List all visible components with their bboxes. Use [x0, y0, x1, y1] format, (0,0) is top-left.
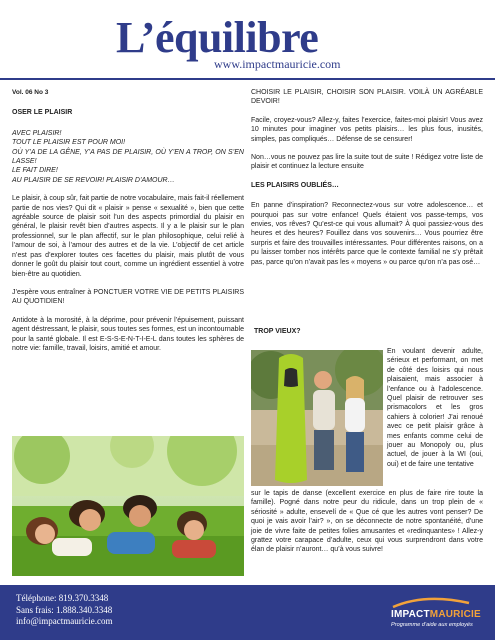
intro-line: AVEC PLAISIR! — [12, 129, 62, 137]
wrapped-paragraph: En voulant devenir adulte, sérieux et performant, on met de côté des loisirs qui nous plaisaient, mais associer à l’enfance ou à l’adolescence. Quel plaisir de retrouver ses prismacolors et les gros cahiers à colorier! J’ai renoué avec ce petit plaisir grâce à mes enfants comme celui de jouer au Monopoly ou, plus actuel, de jouer à la WI (oui, oui) et de faire une tentative — [387, 348, 483, 468]
email-link[interactable]: info@impactmauricie.com — [16, 616, 113, 626]
masthead-rule — [0, 78, 495, 80]
intro-quotes — [12, 129, 244, 185]
logo-arc-icon — [385, 595, 485, 609]
kayak-photo — [251, 350, 383, 486]
intro-line: AU PLAISIR DE SE REVOIR! PLAISIR D’AMOUR… — [12, 176, 175, 184]
right-column — [251, 88, 483, 276]
paragraph: sur le tapis de danse (excellent exercice en plus de faire rire toute la famille). Pogné dans notre peur du ridicule, dans un trop plein de « sériosité » adulte, ensevelí de « Que cé que les autres vont penser? De quoi je vais avoir l’air? », on se déconnecte de notre spontanéité, d’une joie de vivre faite de petites folies amusantes et «redinquantes» ! Allez-y grattez votre carapace d’adulte, ceux qui vous surprendront dans votre élan de plaisir n’auront… qu’à vous suivre! — [251, 490, 483, 554]
paragraph: En panne d’inspiration? Reconnectez-vous sur votre adolescence… et pourquoi pas sur votre enfance! Quels étaient vos passe-temps, vos envies, vos rêves? Qu’est-ce qui vous allumait? À quoi passiez-vous des heures et des heures? Fouillez dans vos souvenirs… Vous pourriez être surpris et faire des trouvailles intéressantes. Pour différentes raisons, on a pu laisser tomber nos intérêts parce que le contexte familial ne s’y prêtait pas, parce qu’on n’avait pas les « moyens » ou parce qu’on n’a pas osé… — [251, 202, 483, 266]
paragraph: J’espère vous entraîner à PONCTUER VOTRE VIE DE PETITS PLAISIRS AU QUOTIDIEN! — [12, 288, 244, 306]
section-heading: LES PLAISIRS OUBLIÉS… — [251, 181, 339, 189]
paragraph: Facile, croyez-vous? Allez-y, faites l’exercice, faites-moi plaisir! Vous avez 10 minutes pour imaginer vos petits plaisirs… les plus fous, inusités, simples, pas compliqués… Défense de se censurer! — [251, 116, 483, 143]
paragraph: Non…vous ne pouvez pas lire la suite tout de suite ! Rédigez votre liste de plaisir et continuez la lecture ensuite — [251, 154, 483, 171]
impact-mauricie-logo — [385, 597, 485, 637]
section-heading: TROP VIEUX? — [254, 328, 301, 335]
paragraph: Le plaisir, à coup sûr, fait partie de notre vocabulaire, mais fait-il réellement partie de nos vies? Qui dit « plaisir » pense « sexualité », bien que cette agréable source de plaisir soit l’un des aspects primordial du plaisir en général, le plaisir revêt bien d’autres aspects. Il y a le plaisir sur le plan professionnel, sur le plan affectif, sur le plan philosophique, celui relié à l’amour de soi, à l’amour des autres et de la vie. L’objectif de cet article n’est pas d’explorer toutes ces facettes du plaisir, mais plutôt de vous donner le goût du plaisir tout court, comme un ingrédient essentiel à votre bien-être au quotidien. — [12, 195, 244, 278]
intro-line: TOUT LE PLAISIR EST POUR MOI! — [12, 139, 126, 147]
paragraph: Antidote à la morosité, à la déprime, pour prévenir l’épuisement, puissant agent déstressant, le plaisir, sous toutes ses formes, est un incontournable pour la santé globale. Il est E-S-S-E-N-T-I-E-L dans toutes les sphères de notre vie: famille, travail, loisirs, amitié et amour. — [12, 316, 244, 352]
phone-number[interactable]: Téléphone: 819.370.3348 — [16, 593, 109, 603]
left-column — [12, 88, 244, 362]
contact-info — [16, 593, 113, 628]
logo-wordmark: IMPACTMAURICIE — [391, 609, 481, 620]
paragraph: CHOISIR LE PLAISIR, CHOISIR SON PLAISIR. VOILÀ UN AGRÉABLE DEVOIR! — [251, 89, 483, 106]
website-url[interactable]: www.impactmauricie.com — [214, 57, 341, 71]
family-photo — [12, 436, 244, 576]
article-heading: OSER LE PLAISIR — [12, 109, 73, 117]
intro-line: LE FAIT DIRE! — [12, 167, 58, 175]
masthead — [0, 0, 495, 72]
volume-number: Vol. 06 No 3 — [12, 89, 49, 96]
logo-tagline: Programme d’aide aux employés — [391, 622, 473, 628]
intro-line: OÙ Y’A DE LA GÊNE, Y’A PAS DE PLAISIR, OÙ Y’EN A TROP, ON S’EN LASSE! — [12, 148, 244, 166]
newsletter-title: L’équilibre — [116, 13, 319, 62]
footer — [0, 585, 495, 640]
toll-free-number[interactable]: Sans frais: 1.888.340.3348 — [16, 604, 113, 615]
